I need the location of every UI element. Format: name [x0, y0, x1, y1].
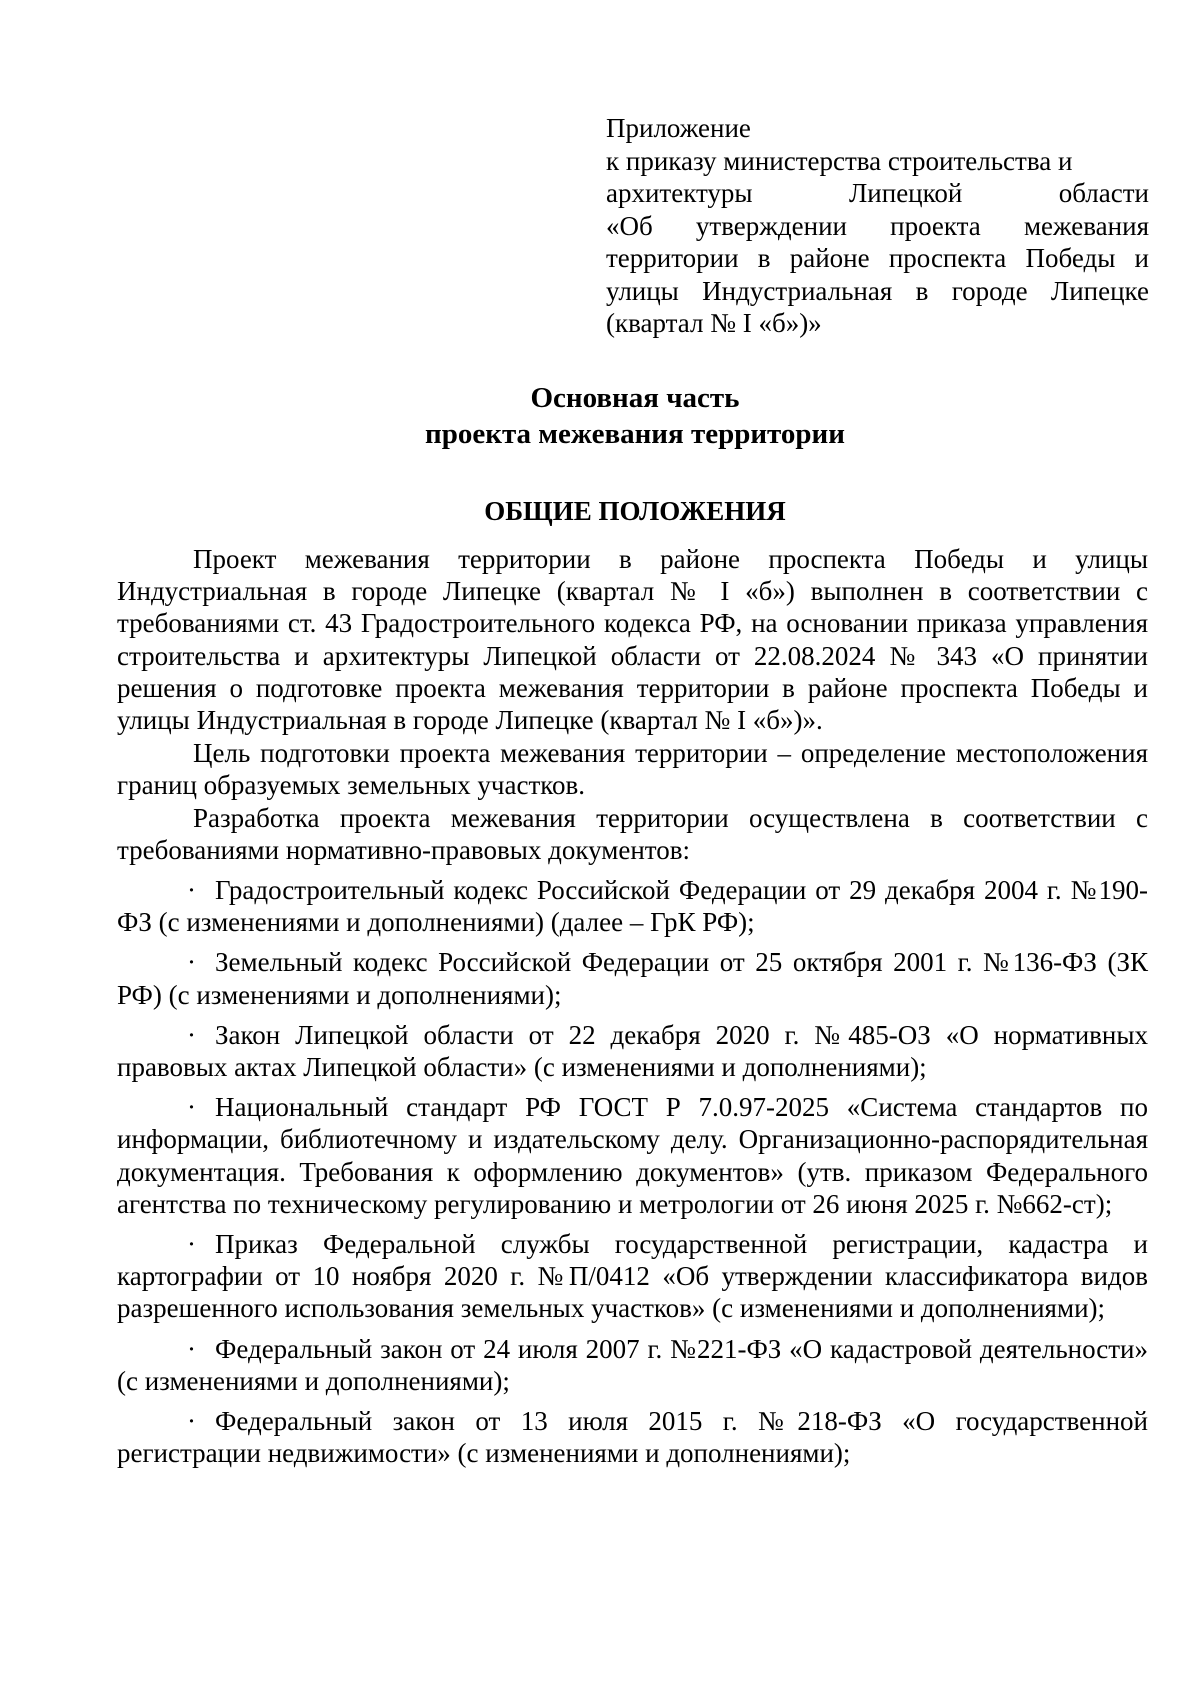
list-item — [117, 1405, 1148, 1469]
list-item-text: Закон Липецкой области от 22 декабря 2020 г. №485-ОЗ «О нормативных правовых актах Липецкой области» (с изменениями и дополнениями); — [117, 1019, 1148, 1083]
appendix-line: архитектуры Липецкой области — [606, 178, 1149, 208]
list-item — [117, 1019, 1148, 1083]
bullet-icon: · — [187, 947, 196, 978]
paragraph: Проект межевания территории в районе проспекта Победы и улицы Индустриальная в городе Липецке (квартал № I «б») выполнен в соответствии с требованиями ст. 43 Градостроительного кодекса РФ, на основании приказа управления строительства и архитектуры Липецкой области от 22.08.2024 № 343 «О принятии решения о подготовке проекта межевания территории в районе проспекта Победы и улицы Индустриальная в городе Липецке (квартал № I «б»)». — [117, 544, 1148, 736]
appendix-line: к приказу министерства строительства и — [606, 145, 1073, 176]
list-item-text: Федеральный закон от 13 июля 2015 г. №218-ФЗ «О государственной регистрации недвижимости» (с изменениями и дополнениями); — [117, 1406, 1148, 1469]
title-line: Основная часть — [530, 382, 740, 414]
appendix-line: «Об утверждении проекта межевания — [606, 210, 1149, 241]
bullet-icon: · — [187, 1406, 196, 1437]
paragraph: Цель подготовки проекта межевания территории – определение местоположения границ образуемых земельных участков. — [117, 737, 1148, 800]
list-item — [117, 1333, 1148, 1397]
list-item-text: Национальный стандарт РФ ГОСТ Р 7.0.97-2025 «Система стандартов по информации, библиотечному и издательскому делу. Организационно-распорядительная документация. Требования к оформлению документов» (утв. приказом Федерального агентства по техническому регулированию и метрологии от 26 июня 2025 г. №662-ст); — [117, 1092, 1148, 1219]
title-line: проекта межевания территории — [425, 418, 845, 450]
list-item — [117, 1228, 1148, 1325]
appendix-line: улицы Индустриальная в городе Липецке — [606, 275, 1149, 306]
bullet-icon: · — [187, 1019, 196, 1050]
document-title — [0, 380, 1200, 452]
appendix-line: территории в районе проспекта Победы и — [606, 243, 1149, 273]
appendix-line: Приложение — [606, 113, 751, 143]
list-item-text: Федеральный закон от 24 июля 2007 г. №221-ФЗ «О кадастровой деятельности» (с изменениями и дополнениями); — [117, 1333, 1148, 1396]
section-heading: ОБЩИЕ ПОЛОЖЕНИЯ — [484, 496, 786, 526]
bullet-icon: · — [187, 1229, 196, 1260]
list-item — [117, 874, 1148, 938]
document-body — [117, 543, 1148, 1469]
list-item — [117, 946, 1148, 1010]
paragraph: Разработка проекта межевания территории осуществлена в соответствии с требованиями нормативно-правовых документов: — [117, 802, 1148, 865]
list-item — [117, 1091, 1148, 1220]
bullet-icon: · — [187, 1092, 196, 1123]
bullet-icon: · — [187, 1333, 196, 1364]
list-item-text: Земельный кодекс Российской Федерации от 25 октября 2001 г. №136-ФЗ (ЗК РФ) (с изменениями и дополнениями); — [117, 947, 1148, 1010]
appendix-block — [606, 112, 1149, 340]
bullet-icon: · — [187, 875, 196, 906]
appendix-line: (квартал № I «б»)» — [606, 308, 822, 338]
list-item-text: Приказ Федеральной службы государственной регистрации, кадастра и картографии от 10 ноября 2020 г. №П/0412 «Об утверждении классификатора видов разрешенного использования земельных участков» (с изменениями и дополнениями); — [117, 1229, 1148, 1324]
list-item-text: Градостроительный кодекс Российской Федерации от 29 декабря 2004 г. №190-ФЗ (с изменениями и дополнениями) (далее – ГрК РФ); — [117, 875, 1148, 938]
